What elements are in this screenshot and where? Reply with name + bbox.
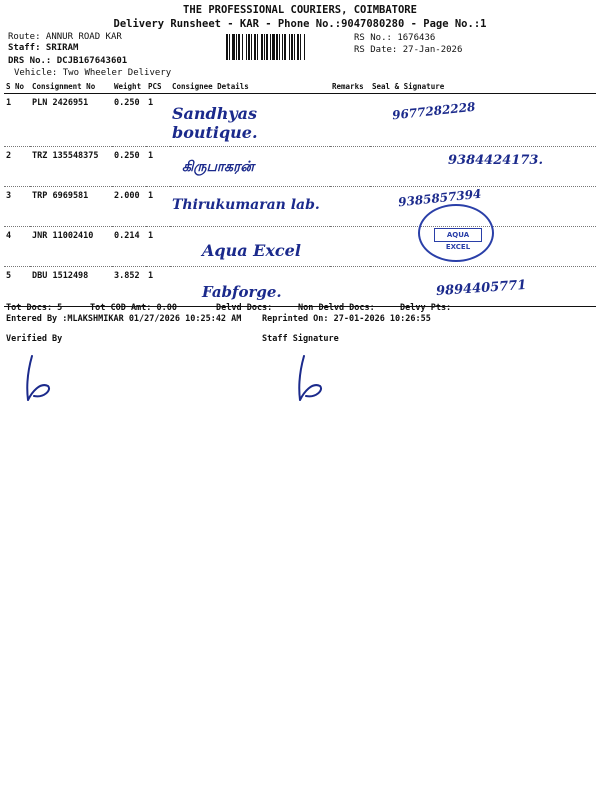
row-consignee [170,94,330,147]
col-weight: Weight [112,80,146,94]
barcode-bar [305,34,306,60]
col-signature: Seal & Signature [370,80,596,94]
staff-label: Staff: SRIRAM [8,43,79,53]
vehicle-label: Vehicle: Two Wheeler Delivery [14,68,172,78]
row-consignment: JNR 11002410 [30,227,112,267]
row-remarks [330,267,370,307]
row-consignment: DBU 1512498 [30,267,112,307]
row-pcs: 1 [146,94,170,147]
signature-phone: 9894405771 [435,277,527,300]
row-consignment: TRP 6969581 [30,187,112,227]
runsheet-subtitle: Delivery Runsheet - KAR - Phone No.:9047080280 - Page No.:1 [113,18,487,30]
table-row [4,94,596,147]
table-row [4,187,596,227]
row-sno: 1 [4,94,30,147]
staff-signature-mark [290,352,330,404]
col-consignment: Consignment No [30,80,112,94]
col-sno: S No [4,80,30,94]
verifier-signature-mark [18,352,58,404]
table-row [4,147,596,187]
consignee-handwriting: கிருபாகரன் [182,159,254,175]
table-row [4,227,596,267]
row-signature [370,267,596,307]
signature-phone: 9385857394 [397,186,483,210]
row-pcs: 1 [146,267,170,307]
row-sno: 5 [4,267,30,307]
row-consignee [170,267,330,307]
col-pcs: PCS [146,80,170,94]
col-consignee: Consignee Details [170,80,330,94]
row-remarks [330,227,370,267]
verified-by-label: Verified By [6,334,63,344]
company-seal-stamp [418,204,494,262]
row-remarks [330,147,370,187]
drs-number: DRS No.: DCJB167643601 [8,56,128,66]
entered-by: Entered By :MLAKSHMIKAR 01/27/2026 10:25:42 AM [6,314,242,324]
consignee-handwriting: Thirukumaran lab. [172,197,320,213]
consignee-handwriting: Fabforge. [202,283,282,301]
non-delivered-docs: Non Delvd Docs: [298,303,375,313]
barcode [226,34,350,60]
staff-signature-label: Staff Signature [262,334,339,344]
total-cod-amount: Tot COD Amt: 0.00 [90,303,177,313]
row-weight: 2.000 [112,187,146,227]
stamp-label: AQUA EXCEL [434,228,482,242]
company-name: THE PROFESSIONAL COURIERS, COIMBATORE [183,4,417,16]
row-remarks [330,94,370,147]
row-signature [370,94,596,147]
table-row [4,267,596,307]
row-weight: 0.214 [112,227,146,267]
row-weight: 0.250 [112,94,146,147]
row-consignment: PLN 2426951 [30,94,112,147]
row-signature [370,147,596,187]
reprinted-on: Reprinted On: 27-01-2026 10:26:55 [262,314,431,324]
row-pcs: 1 [146,147,170,187]
row-consignee [170,187,330,227]
row-consignment: TRZ 135548375 [30,147,112,187]
row-sno: 4 [4,227,30,267]
delivered-docs: Delvd Docs: [216,303,273,313]
row-sno: 3 [4,187,30,227]
rs-number: RS No.: 1676436 [354,33,436,43]
route-label: Route: ANNUR ROAD KAR [8,32,122,42]
col-remarks: Remarks [330,80,370,94]
row-weight: 0.250 [112,147,146,187]
row-pcs: 1 [146,227,170,267]
row-remarks [330,187,370,227]
consignee-handwriting: Aqua Excel [202,241,301,260]
row-consignee [170,227,330,267]
row-pcs: 1 [146,187,170,227]
total-docs: Tot Docs: 5 [6,303,63,313]
table-header-row [4,80,596,94]
row-weight: 3.852 [112,267,146,307]
signature-phone: 9384424173. [448,153,543,168]
rs-date: RS Date: 27-Jan-2026 [354,45,463,55]
consignee-handwriting: Sandhyas boutique. [172,104,258,142]
row-sno: 2 [4,147,30,187]
signature-phone: 9677282228 [391,99,477,123]
row-consignee [170,147,330,187]
consignment-table [4,80,596,307]
delivery-points: Delvy Pts: [400,303,452,313]
